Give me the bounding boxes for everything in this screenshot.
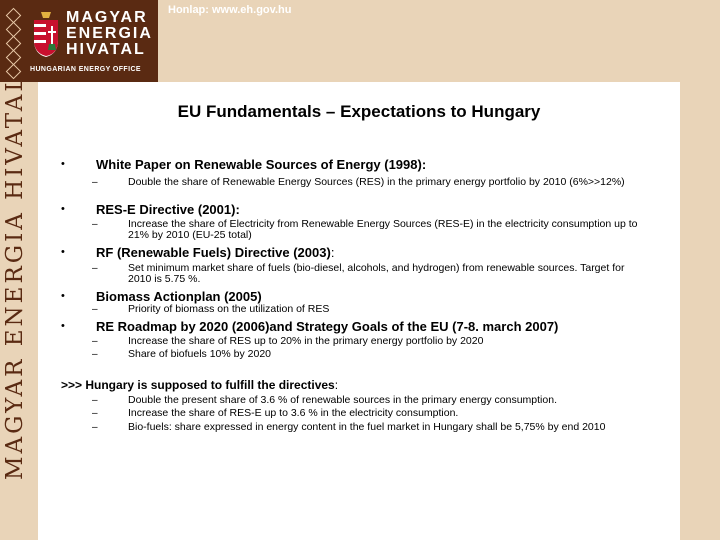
bullet-marker: • — [61, 246, 65, 258]
sub-item: Priority of biomass on the utilization of RES — [128, 303, 330, 315]
bullet-heading-colon: : — [330, 245, 335, 260]
dash-marker: – — [92, 263, 98, 274]
bullet-marker: • — [61, 290, 65, 302]
conclusion-item: Double the present share of 3.6 % of renewable sources in the primary energy consumption. — [128, 394, 557, 406]
sub-item: Double the share of Renewable Energy Sources (RES) in the primary energy portfolio by 2010 (6%>>12%) — [128, 176, 625, 188]
sub-item: Increase the share of RES up to 20% in the primary energy portfolio by 2020 — [128, 335, 484, 347]
homepage-url[interactable]: Honlap: www.eh.gov.hu — [168, 4, 292, 16]
dash-marker: – — [92, 422, 98, 433]
logo-line-1: MAGYAR — [66, 9, 148, 26]
logo-line-2: ENERGIA — [66, 25, 153, 42]
conclusion-item: Bio-fuels: share expressed in energy content in the fuel market in Hungary shall be 5,75% by end 2010 — [128, 421, 606, 433]
sub-item: Share of biofuels 10% by 2020 — [128, 348, 272, 360]
dash-marker: – — [92, 395, 98, 406]
bullet-heading: RE Roadmap by 2020 (2006)and Strategy Goals of the EU (7-8. march 2007) — [96, 319, 559, 334]
dash-marker: – — [92, 219, 98, 230]
conclusion-heading — [61, 378, 338, 392]
sub-item: Set minimum market share of fuels (bio-diesel, alcohols, and hydrogen) from renewable sources. Target for 2010 is 5.75 %. — [128, 262, 625, 285]
conclusion-item: Increase the share of RES-E up to 3.6 % in the electricity consumption. — [128, 407, 459, 419]
right-side-bar — [680, 82, 720, 540]
dash-marker: – — [92, 177, 98, 188]
bullet-marker: • — [61, 320, 65, 332]
logo-wordmark — [66, 10, 153, 58]
slide-content — [38, 82, 680, 540]
dash-marker: – — [92, 304, 98, 315]
bullet-marker: • — [61, 203, 65, 215]
vertical-office-name: MAGYAR ENERGIA HIVATAL — [2, 73, 28, 480]
conclusion-heading-text: >>> Hungary is supposed to fulfill the directives — [61, 378, 335, 392]
bullet-heading: RES-E Directive (2001): — [96, 202, 240, 217]
bullet-heading: Biomass Actionplan (2005) — [96, 289, 262, 304]
dash-marker: – — [92, 336, 98, 347]
logo-line-3: HIVATAL — [66, 41, 146, 58]
header-bar — [0, 0, 720, 82]
coat-of-arms-icon — [33, 10, 59, 58]
logo-subtitle: HUNGARIAN ENERGY OFFICE — [30, 66, 141, 73]
bullet-heading-text: RF (Renewable Fuels) Directive (2003) — [96, 245, 331, 260]
bullet-marker: • — [61, 158, 65, 170]
dash-marker: – — [92, 408, 98, 419]
office-logo[interactable] — [0, 0, 158, 82]
conclusion-colon: : — [334, 378, 339, 392]
dash-marker: – — [92, 349, 98, 360]
bullet-heading — [96, 245, 334, 260]
bullet-heading: White Paper on Renewable Sources of Energy (1998): — [96, 157, 427, 172]
diamond-pattern-icon — [6, 10, 28, 82]
sub-item: Increase the share of Electricity from Renewable Energy Sources (RES-E) in the electricity consumption up to 21% by 2010 (EU-25 total) — [128, 218, 638, 241]
slide-title: EU Fundamentals – Expectations to Hungary — [177, 102, 541, 121]
